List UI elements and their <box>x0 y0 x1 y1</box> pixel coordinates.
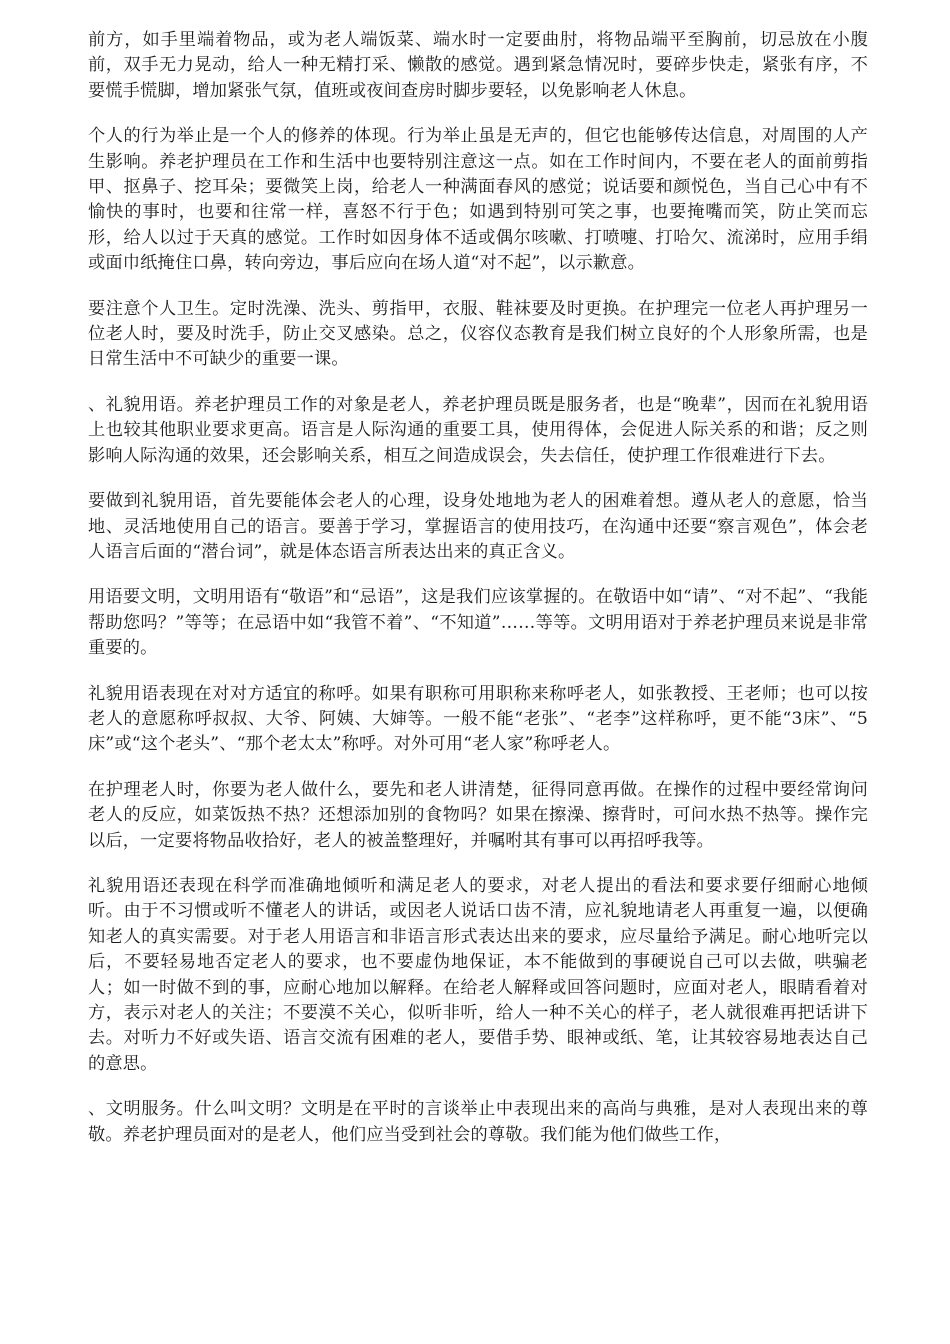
paragraph-civilized-words: 用语要文明，文明用语有“敬语”和“忌语”，这是我们应该掌握的。在敬语中如“请”、“对不起”、“我能帮助您吗？”等等；在忌语中如“我管不着”、“不知道”……等等。文明用语对于养老护理员来说是非常重要的。 <box>88 587 868 659</box>
paragraph-explain-before-care: 在护理老人时，你要为老人做什么，要先和老人讲清楚，征得同意再做。在操作的过程中要经常询问老人的反应，如菜饭热不热？还想添加别的食物吗？如果在擦澡、擦背时，可问水热不热等。操作完以后，一定要将物品收拾好，老人的被盖整理好，并嘱咐其有事可以再招呼我等。 <box>88 779 868 851</box>
document-page <box>88 28 868 1168</box>
paragraph-understand-elderly: 要做到礼貌用语，首先要能体会老人的心理，设身处地地为老人的困难着想。遵从老人的意愿，恰当地、灵活地使用自己的语言。要善于学习，掌握语言的使用技巧，在沟通中还要“察言观色”，体会老人语言后面的“潜台词”，就是体态语言所表达出来的真正含义。 <box>88 491 868 562</box>
paragraph-personal-hygiene: 要注意个人卫生。定时洗澡、洗头、剪指甲，衣服、鞋袜要及时更换。在护理完一位老人再护理另一位老人时，要及时洗手，防止交叉感染。总之，仪容仪态教育是我们树立良好的个人形象所需，也是日常生活中不可缺少的重要一课。 <box>88 298 868 370</box>
paragraph-listening: 礼貌用语还表现在科学而准确地倾听和满足老人的要求，对老人提出的看法和要求要仔细耐心地倾听。由于不习惯或听不懂老人的讲话，或因老人说话口齿不清，应礼貌地请老人再重复一遍，以便确知老人的真实需要。对于老人用语言和非语言形式表达出来的要求，应尽量给予满足。耐心地听完以后，不要轻易地否定老人的要求，也不要虚伪地保证，本不能做到的事硬说自己可以去做，哄骗老人；如一时做不到的事，应耐心地加以解释。在给老人解释或回答问题时，应面对老人，眼睛看着对方，表示对老人的关注；不要漠不关心，似听非听，给人一种不关心的样子，老人就很难再把话讲下去。对听力不好或失语、语言交流有困难的老人，要借手势、眼神或纸、笔，让其较容易地表达自己的意思。 <box>88 875 868 1074</box>
paragraph-behavior-manners: 个人的行为举止是一个人的修养的体现。行为举止虽是无声的，但它也能够传达信息，对周围的人产生影响。养老护理员在工作和生活中也要特别注意这一点。如在工作时间内，不要在老人的面前剪指甲、抠鼻子、挖耳朵；要微笑上岗，给老人一种满面春风的感觉；说话要和颜悦色，当自己心中有不愉快的事时，也要和往常一样，喜怒不行于色；如遇到特别可笑之事，也要掩嘴而笑，防止笑而忘形，给人以过于天真的感觉。工作时如因身体不适或偶尔咳嗽、打喷嚏、打哈欠、流涕时，应用手绢或面巾纸掩住口鼻，转向旁边，事后应向在场人道“对不起”，以示歉意。 <box>88 126 868 274</box>
paragraph-forms-of-address: 礼貌用语表现在对对方适宜的称呼。如果有职称可用职称来称呼老人，如张教授、王老师；也可以按老人的意愿称呼叔叔、大爷、阿姨、大婶等。一般不能“老张”、“老李”这样称呼，更不能“3床”、“5床”或“这个老头”、“那个老太太”称呼。对外可用“老人家”称呼老人。 <box>88 683 868 755</box>
paragraph-polite-language: 、礼貌用语。养老护理员工作的对象是老人，养老护理员既是服务者，也是“晚辈”，因而在礼貌用语上也较其他职业要求更高。语言是人际沟通的重要工具，使用得体，会促进人际关系的和谐；反之则影响人际沟通的效果，还会影响关系，相互之间造成误会，失去信任，使护理工作很难进行下去。 <box>88 394 868 466</box>
paragraph-walking-posture: 前方，如手里端着物品，或为老人端饭菜、端水时一定要曲肘，将物品端平至胸前，切忌放在小腹前，双手无力晃动，给人一种无精打采、懒散的感觉。遇到紧急情况时，要碎步快走，紧张有序，不要慌手慌脚，增加紧张气氛，值班或夜间查房时脚步要轻，以免影响老人休息。 <box>88 30 868 101</box>
paragraph-civilized-service: 、文明服务。什么叫文明？文明是在平时的言谈举止中表现出来的高尚与典雅，是对人表现出来的尊敬。养老护理员面对的是老人，他们应当受到社会的尊敬。我们能为他们做些工作， <box>88 1099 868 1145</box>
